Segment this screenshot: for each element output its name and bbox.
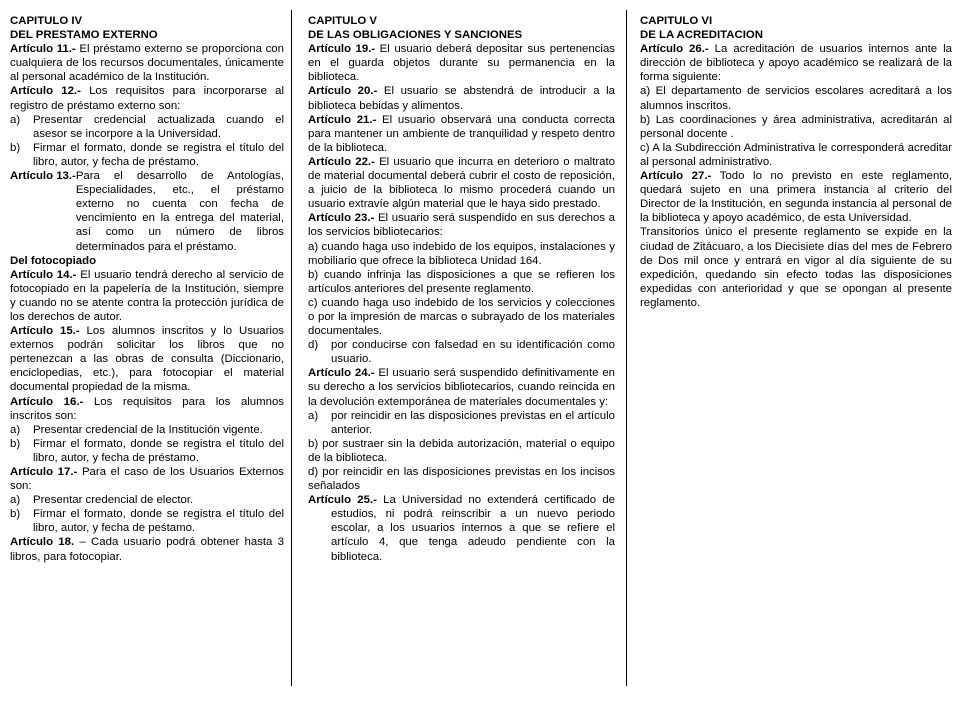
article-label: Artículo 12.-	[10, 85, 81, 98]
article-16	[10, 395, 284, 423]
article-23	[308, 211, 615, 239]
article-label: Artículo 21.-	[308, 113, 377, 126]
chapter-title: DE LAS OBLIGACIONES Y SANCIONES	[308, 29, 523, 42]
item-letter: a)	[10, 113, 21, 126]
article-27	[640, 169, 952, 225]
article-label: Artículo 13.-	[10, 170, 76, 183]
article-26	[640, 42, 952, 84]
item-text: Firmar el formato, donde se registra el título del libro, autor, y fecha de préstamo.	[33, 141, 284, 168]
article-text: El usuario observará una conducta correcta para mantener un ambiente de tranquilidad y respeto dentro de la biblioteca.	[308, 113, 616, 154]
article-label: Artículo 16.-	[10, 395, 84, 408]
article-label: Artículo 25.-	[308, 494, 377, 507]
list-item: d) por reincidir en las disposiciones previstas en los incisos señalados	[308, 466, 615, 493]
item-text: Presentar credencial de elector.	[33, 494, 194, 507]
item-text: por reincidir en las disposiciones previstas en el artículo anterior.	[331, 409, 615, 436]
item-letter: a)	[308, 409, 319, 422]
list-item	[10, 437, 284, 465]
article-text: Para el desarrollo de Antologías, Especialidades, etc., el préstamo externo no cuenta con fecha de vencimiento en la entrega del material, así como un número de libros determinados para el préstamo.	[75, 170, 284, 253]
item-text: Presentar credencial actualizada cuando el asesor se incorpore a la Universidad.	[33, 113, 284, 140]
article-12	[10, 84, 284, 112]
article-label: Artículo 27.-	[640, 170, 712, 183]
list-item: b) por sustraer sin la debida autorización, material o equipo de la biblioteca.	[308, 437, 615, 464]
item-text: Presentar credencial de la Institución vigente.	[33, 423, 263, 436]
transitory-clause: Transitorios único el presente reglamento se expide en la ciudad de Zitácuaro, a los Diecisiete días del mes de Febrero de Dos mil once y entrará en vigor al día siguiente de su expedición, quedando sin efecto todas las disposiciones expedidas con anterioridad y que se opongan al presente reglamento.	[640, 226, 952, 309]
article-11	[10, 42, 284, 84]
article-17	[10, 465, 284, 493]
article-text: El préstamo externo se proporciona con cualquiera de los recursos documentales, únicamente al personal académico de la Institución.	[10, 43, 284, 84]
chapter-heading: CAPITULO V	[308, 15, 377, 27]
article-text: El usuario será suspendido definitivamente en su derecho a los servicios bibliotecarios, cuando reincida en la devolución extemporánea de materiales documentales y:	[308, 367, 616, 408]
column-chapter-vi	[640, 14, 952, 310]
list-item	[308, 409, 615, 437]
article-text: El usuario será suspendido en sus derechos a los servicios bibliotecarios:	[308, 212, 615, 239]
article-24	[308, 366, 615, 408]
article-text: Para el caso de los Usuarios Externos son:	[10, 466, 284, 493]
item-text: por conducirse con falsedad en su identificación como usuario.	[331, 339, 615, 366]
column-chapter-iv	[10, 14, 284, 564]
chapter-title: DEL PRESTAMO EXTERNO	[10, 29, 158, 42]
list-item: a) El departamento de servicios escolares acreditará a los alumnos inscritos.	[640, 85, 952, 112]
article-13	[10, 169, 284, 254]
column-divider-2	[626, 10, 627, 686]
article-14	[10, 268, 284, 324]
article-label: Artículo 22.-	[308, 155, 375, 168]
article-text: El usuario deberá depositar sus pertenencias en el guarda objetos durante su permanencia en la biblioteca.	[308, 43, 615, 84]
section-subheading: Del fotocopiado	[10, 254, 97, 267]
article-text: La acreditación de usuarios internos ante la dirección de biblioteca y apoyo académico se realizará de la forma siguiente:	[640, 43, 952, 84]
list-item: a) cuando haga uso indebido de los equipos, instalaciones y mobiliario que ofrece la biblioteca Unidad 164.	[308, 240, 615, 267]
article-text: – Cada usuario podrá obtener hasta 3 libros, para fotocopiar.	[10, 536, 285, 563]
list-item: c) A la Subdirección Administrativa le corresponderá acreditar al personal administrativo.	[640, 141, 952, 168]
item-text: Firmar el formato, donde se registra el título del libro, autor, y fecha de peśtamo.	[33, 508, 284, 535]
item-letter: b)	[10, 508, 21, 521]
list-item	[10, 141, 284, 169]
article-text: Los requisitos para los alumnos inscritos son:	[10, 395, 284, 422]
item-letter: b)	[10, 141, 21, 154]
article-19	[308, 42, 615, 84]
list-item: c) cuando haga uso indebido de los servicios y colecciones o por la impresión de marcas o subrayado de los materiales documentales.	[308, 296, 615, 338]
article-text: El usuario que incurra en deterioro o maltrato de material documental deberá cubrir el costo de reposición, a juicio de la biblioteca lo mismo procederá cuando un usuario extravíe algún material que le haya sido prestado.	[308, 155, 615, 211]
list-item	[10, 423, 284, 437]
chapter-title: DE LA ACREDITACION	[640, 29, 763, 42]
item-letter: a)	[10, 423, 21, 436]
item-letter: d)	[308, 339, 319, 352]
article-text: Los requisitos para incorporarse al registro de préstamo externo son:	[10, 85, 284, 112]
chapter-heading: CAPITULO IV	[10, 15, 83, 27]
article-18	[10, 535, 284, 563]
article-label: Artículo 23.-	[308, 212, 375, 225]
article-text: La Universidad no extenderá certificado de estudios, ni podrá reinscribir a un nuevo periodo escolar, a los usuarios internos a que se refiere el artículo 4, que tenga adeudo pendiente con la biblioteca.	[331, 494, 615, 563]
item-letter: b)	[10, 437, 21, 450]
article-text: El usuario se abstendrá de introducir a la biblioteca bebidas y alimentos.	[308, 85, 615, 112]
article-label: Artículo 19.-	[308, 43, 376, 56]
list-item	[308, 338, 615, 366]
column-divider-1	[291, 10, 292, 686]
column-chapter-v	[308, 14, 615, 564]
article-22	[308, 155, 615, 211]
article-text: Todo lo no previsto en este reglamento, quedará sujeto en una primera instancia al criterio del Director de la Institución, en segunda instancia al personal de la biblioteca y apoyo académico, de esta Universidad.	[640, 170, 952, 225]
article-label: Artículo 17.-	[10, 466, 78, 478]
article-label: Artículo 15.-	[10, 325, 80, 338]
article-label: Artículo 20.-	[308, 85, 378, 98]
item-letter: a)	[10, 494, 21, 507]
article-text: El usuario tendrá derecho al servicio de fotocopiado en la papelería de la Institución, siempre y cuando no se atente contra la protección jurídica de los derechos de autor.	[10, 268, 285, 323]
list-item	[10, 493, 284, 507]
article-label: Artículo 14.-	[10, 268, 77, 281]
list-item	[10, 113, 284, 141]
chapter-heading: CAPITULO VI	[640, 15, 713, 27]
list-item: b) Las coordinaciones y área administrativa, acreditarán al personal docente .	[640, 113, 952, 140]
list-item: b) cuando infrinja las disposiciones a que se refieren los artículos anteriores del presente reglamento.	[308, 268, 615, 295]
article-21	[308, 113, 615, 155]
article-15	[10, 324, 284, 394]
article-label: Artículo 26.-	[640, 43, 709, 56]
article-label: Artículo 11.-	[10, 43, 76, 56]
article-label: Artículo 24.-	[308, 367, 375, 380]
article-label: Artículo 18.	[10, 536, 75, 549]
article-20	[308, 84, 615, 112]
article-25	[308, 493, 615, 563]
list-item	[10, 507, 284, 535]
item-text: Firmar el formato, donde se registra el título del libro, autor, y fecha de préstamo.	[33, 437, 284, 464]
article-text: Los alumnos inscritos y lo Usuarios externos podrán solicitar los libros que no pertenezcan a las obras de consulta (Diccionario, enciclopedias, etc.), para fotocopiar el material documental propiedad de la misma.	[10, 325, 284, 394]
